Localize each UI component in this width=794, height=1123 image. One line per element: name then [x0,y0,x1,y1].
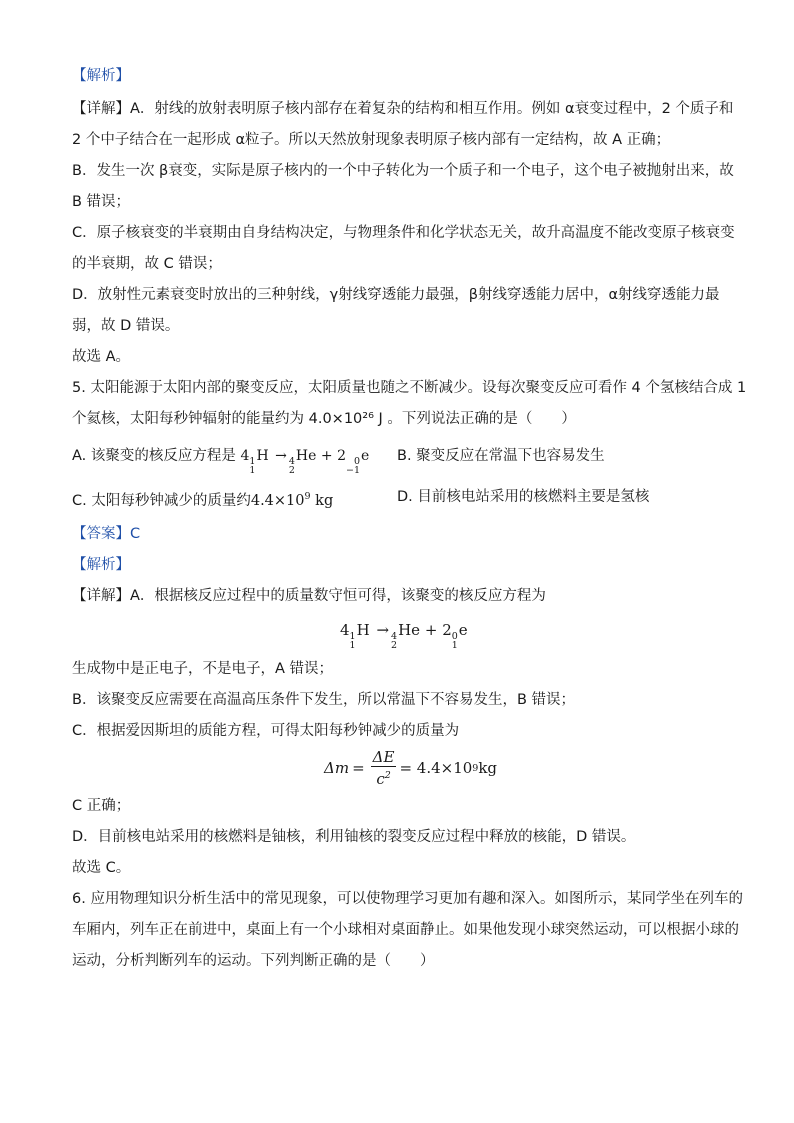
analysis-heading: 【解析】 [72,68,130,84]
analysis-heading: 【解析】 [72,557,130,573]
question-5-stem: 5. 太阳能源于太阳内部的聚变反应，太阳质量也随之不断减少。设每次聚变反应可看作 4 个氢核结合成 1 [72,380,747,396]
question-6-stem: 6. 应用物理知识分析生活中的常见现象，可以使物理学习更加有趣和深入。如图所示，某同学坐在列车的 [72,891,743,907]
explanation-line: 的半衰期，故 C 错误； [72,256,222,272]
explanation-line: D．放射性元素衰变时放出的三种射线，γ射线穿透能力最强，β射线穿透能力居中，α射线穿透能力最 [72,287,720,303]
solution-line: C．根据爱因斯坦的质能方程，可得太阳每秒钟减少的质量为 [72,723,460,739]
answer-label: 【答案】C [72,526,141,542]
solution-line: D．目前核电站采用的核燃料是铀核，利用铀核的裂变反应过程中释放的核能，D 错误。 [72,829,636,845]
reaction-equation: 4 1 1 H → 4 2 He + 2 0 1 e [340,621,468,651]
explanation-line: B 错误； [72,194,131,210]
option-a-label: A. 该聚变的核反应方程是 [72,448,236,464]
option-a-equation: 4 1 1 H → 4 2 He + 2 0 −1 e [240,448,370,476]
option-d: D. 目前核电站采用的核燃料主要是氢核 [397,489,650,505]
option-a [72,446,369,475]
explanation-line: B．发生一次 β衰变，实际是原子核内的一个中子转化为一个质子和一个电子，这个电子被抛射出来，故 [72,163,734,179]
explanation-line: C．原子核衰变的半衰期由自身结构决定，与物理条件和化学状态无关，故升高温度不能改变原子核衰变 [72,225,735,241]
option-b: B. 聚变反应在常温下也容易发生 [397,448,605,464]
explanation-line: 2 个中子结合在一起形成 α粒子。所以天然放射现象表明原子核内部有一定结构，故 A 正确； [72,132,671,148]
conclusion-line: 故选 C。 [72,860,131,876]
solution-line: B．该聚变反应需要在高温高压条件下发生，所以常温下不容易发生，B 错误； [72,692,576,708]
explanation-line: 【详解】A．射线的放射表明原子核内部存在着复杂的结构和相互作用。例如 α衰变过程中，2 个质子和 [72,101,734,117]
solution-line: 生成物中是正电子，不是电子，A 错误； [72,661,334,677]
explanation-line: 弱，故 D 错误。 [72,318,180,334]
option-c: C. 太阳每秒钟减少的质量约$4.4\times 10^9$ kg [72,491,334,509]
mass-energy-equation: Δm = $\frac{\Delta E}{c^2}$ = 4.4×10 9 kg [324,748,498,788]
solution-line: C 正确； [72,798,131,814]
solution-line: 【详解】A．根据核反应过程中的质量数守恒可得，该聚变的核反应方程为 [72,588,546,604]
question-6-stem: 运动，分析判断列车的运动。下列判断正确的是（ ） [72,953,435,969]
question-5-stem: 个氦核，太阳每秒钟辐射的能量约为 4.0×10²⁶ J 。下列说法正确的是（ ） [72,411,576,427]
question-6-stem: 车厢内，列车正在前进中，桌面上有一个小球相对桌面静止。如果他发现小球突然运动，可以根据小球的 [72,922,739,938]
conclusion-line: 故选 A。 [72,349,131,365]
